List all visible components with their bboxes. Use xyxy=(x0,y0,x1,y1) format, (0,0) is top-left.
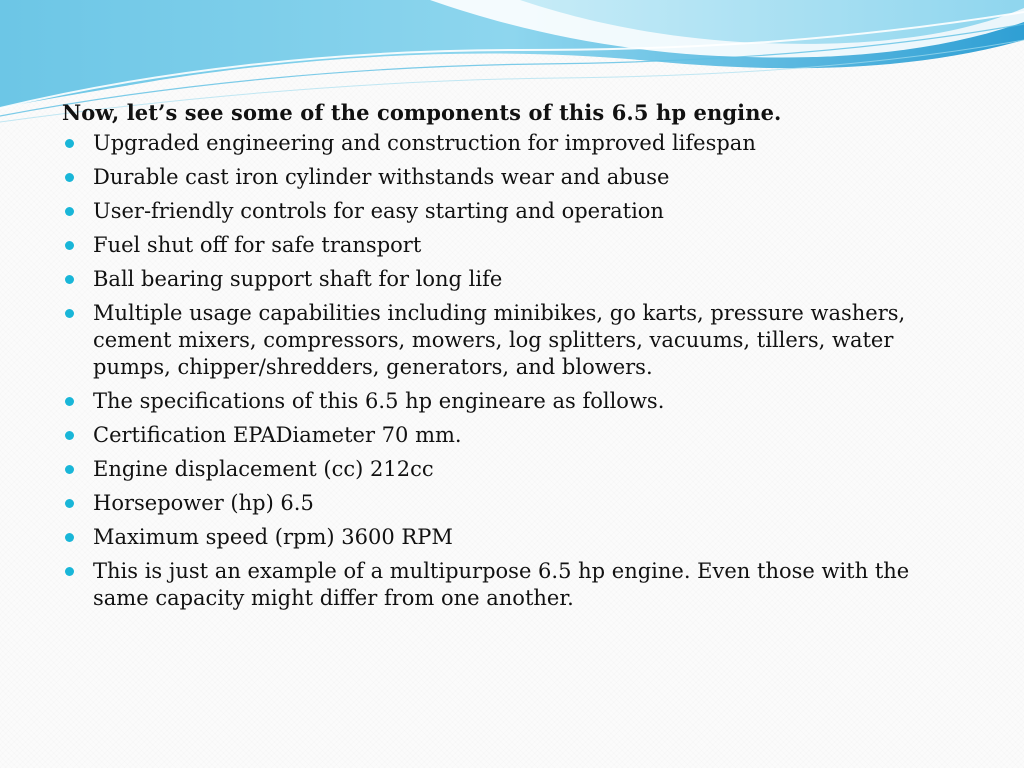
slide-content xyxy=(62,96,962,619)
bullet-text: This is just an example of a multipurpose 6.5 hp engine. Even those with the same capacity might differ from one another. xyxy=(93,559,910,610)
list-item xyxy=(62,558,962,612)
bullet-icon xyxy=(65,397,74,406)
list-item xyxy=(62,164,962,191)
bullet-text: Engine displacement (cc) 212cc xyxy=(93,457,434,481)
bullet-list xyxy=(62,130,962,612)
bullet-icon xyxy=(65,431,74,440)
bullet-text: Horsepower (hp) 6.5 xyxy=(93,491,314,515)
bullet-text: Certification EPADiameter 70 mm. xyxy=(93,423,462,447)
list-item xyxy=(62,130,962,157)
bullet-text: The specifications of this 6.5 hp engineare as follows. xyxy=(93,389,665,413)
bullet-text: Durable cast iron cylinder withstands wear and abuse xyxy=(93,165,670,189)
list-item xyxy=(62,422,962,449)
list-item xyxy=(62,388,962,415)
bullet-icon xyxy=(65,275,74,284)
bullet-icon xyxy=(65,533,74,542)
list-item xyxy=(62,300,962,381)
bullet-text: Fuel shut off for safe transport xyxy=(93,233,422,257)
bullet-icon xyxy=(65,207,74,216)
bullet-text: User-friendly controls for easy starting and operation xyxy=(93,199,664,223)
list-item xyxy=(62,232,962,259)
bullet-icon xyxy=(65,465,74,474)
bullet-text: Maximum speed (rpm) 3600 RPM xyxy=(93,525,453,549)
bullet-icon xyxy=(65,241,74,250)
bullet-icon xyxy=(65,499,74,508)
bullet-icon xyxy=(65,567,74,576)
list-item xyxy=(62,524,962,551)
list-item xyxy=(62,456,962,483)
bullet-icon xyxy=(65,139,74,148)
bullet-icon xyxy=(65,173,74,182)
bullet-text: Ball bearing support shaft for long life xyxy=(93,267,503,291)
bullet-icon xyxy=(65,309,74,318)
list-item xyxy=(62,490,962,517)
slide-heading: Now, let’s see some of the components of this 6.5 hp engine. xyxy=(62,100,782,125)
bullet-text: Upgraded engineering and construction for improved lifespan xyxy=(93,131,756,155)
list-item xyxy=(62,266,962,293)
list-item xyxy=(62,198,962,225)
bullet-text: Multiple usage capabilities including minibikes, go karts, pressure washers, cement mixers, compressors, mowers, log splitters, vacuums, tillers, water pumps, chipper/shredders, generators, and blowers. xyxy=(93,301,906,379)
